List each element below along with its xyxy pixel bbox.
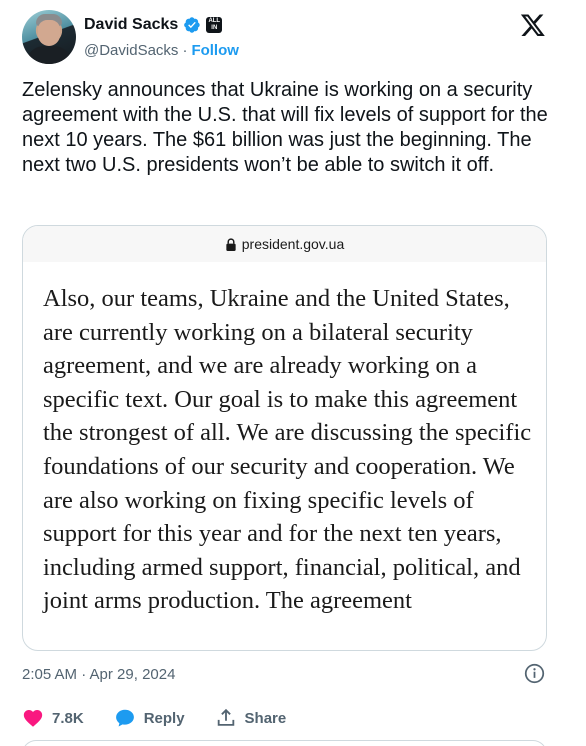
media-card[interactable] <box>22 225 547 651</box>
share-button[interactable] <box>215 707 287 729</box>
x-logo-icon[interactable] <box>520 12 546 38</box>
next-card-edge <box>22 740 547 746</box>
like-button[interactable] <box>22 707 84 729</box>
affiliation-badge-label: ALL IN <box>208 18 221 31</box>
display-name[interactable]: David Sacks <box>84 16 179 33</box>
like-count: 7.8K <box>52 709 84 727</box>
name-row <box>84 14 222 36</box>
reply-label: Reply <box>143 709 185 727</box>
lock-icon <box>225 238 237 251</box>
verified-badge-icon <box>183 16 201 34</box>
affiliation-badge[interactable] <box>206 17 222 33</box>
tweet-text: Zelensky announces that Ukraine is working on a security agreement with the U.S. that will fix levels of support for the next 10 years. The $61 billion was just the beginning. The next two U.S. presidents won’t be able to switch it off. <box>22 79 548 176</box>
heart-icon <box>22 707 44 729</box>
tweet-header <box>22 10 552 64</box>
action-bar <box>22 705 316 731</box>
follow-button[interactable]: Follow <box>191 41 239 59</box>
share-icon <box>215 707 237 729</box>
share-label: Share <box>244 709 287 727</box>
info-icon[interactable] <box>524 663 545 684</box>
handle-row <box>84 40 239 60</box>
handle[interactable]: @DavidSacks <box>84 41 179 59</box>
reply-button[interactable] <box>114 707 185 729</box>
timestamp[interactable]: 2:05 AM · Apr 29, 2024 <box>22 665 176 683</box>
reply-bubble-icon <box>114 707 136 729</box>
url-bar <box>23 226 546 262</box>
separator-dot: · <box>182 41 188 59</box>
quote-text: Also, our teams, Ukraine and the United States, are currently working on a bilateral security agreement, and we are already working on a specific text. Our goal is to make this agreement the strongest of all. We are discussing the specific foundations of our security and cooperation. We are also working on fixing specific levels of support for this year and for the next ten years, including armed support, financial, political, and joint arms production. The agreement <box>43 285 532 615</box>
avatar[interactable] <box>22 10 76 64</box>
timestamp-row <box>22 662 547 686</box>
url-text: president.gov.ua <box>241 236 345 252</box>
